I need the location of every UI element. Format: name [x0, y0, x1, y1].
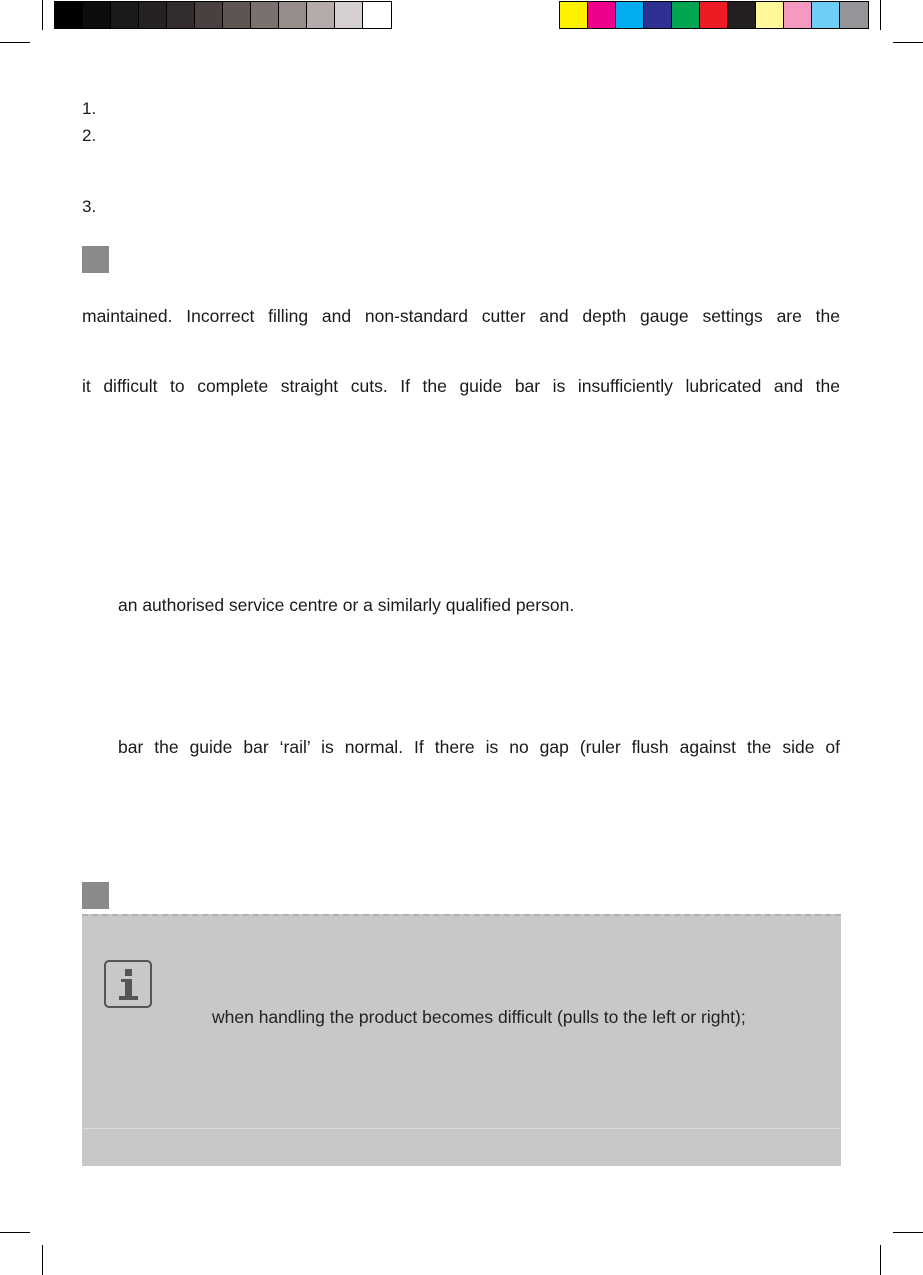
body-line-service: an authorised service centre or a similarly qualified person.: [118, 595, 575, 615]
body-line-maintained: maintained. Incorrect filling and non-standard cutter and depth gauge settings are the: [82, 306, 840, 326]
color-swatch: [840, 2, 868, 28]
crop-mark: [0, 42, 30, 43]
crop-mark: [880, 1245, 881, 1275]
crop-mark: [880, 0, 881, 30]
color-swatch: [335, 2, 363, 28]
color-swatch: [588, 2, 616, 28]
list-number-2: 2.: [82, 126, 97, 145]
color-swatch: [363, 2, 391, 28]
color-swatch: [672, 2, 700, 28]
color-swatch: [111, 2, 139, 28]
color-swatch: [560, 2, 588, 28]
color-swatch: [784, 2, 812, 28]
color-swatch: [139, 2, 167, 28]
color-swatch: [644, 2, 672, 28]
color-swatch: [700, 2, 728, 28]
crop-mark: [42, 1245, 43, 1275]
crop-mark: [893, 1232, 923, 1233]
list-number-1: 1.: [82, 99, 97, 118]
body-line-difficult: it difficult to complete straight cuts. If the guide bar is insufficiently lubricated and the: [82, 376, 840, 396]
info-icon: [104, 960, 152, 1008]
color-swatch: [223, 2, 251, 28]
color-swatch: [83, 2, 111, 28]
notice-box: [82, 914, 841, 1166]
list-number-3: 3.: [82, 197, 97, 216]
section-marker: [82, 246, 109, 273]
color-swatch: [279, 2, 307, 28]
color-swatch: [812, 2, 840, 28]
crop-mark: [893, 42, 923, 43]
color-swatch: [55, 2, 83, 28]
color-swatch: [195, 2, 223, 28]
notice-text: when handling the product becomes difficult (pulls to the left or right);: [212, 1007, 746, 1027]
color-swatch: [251, 2, 279, 28]
grayscale-calibration-bar: [54, 1, 392, 29]
crop-mark: [42, 0, 43, 30]
section-marker: [82, 882, 109, 909]
color-swatch: [728, 2, 756, 28]
color-swatch: [307, 2, 335, 28]
color-swatch: [167, 2, 195, 28]
color-calibration-bar: [559, 1, 869, 29]
crop-mark: [0, 1232, 30, 1233]
color-swatch: [616, 2, 644, 28]
divider: [82, 1128, 841, 1129]
color-swatch: [756, 2, 784, 28]
body-line-rail: bar the guide bar ‘rail’ is normal. If there is no gap (ruler flush against the side of: [118, 737, 840, 757]
